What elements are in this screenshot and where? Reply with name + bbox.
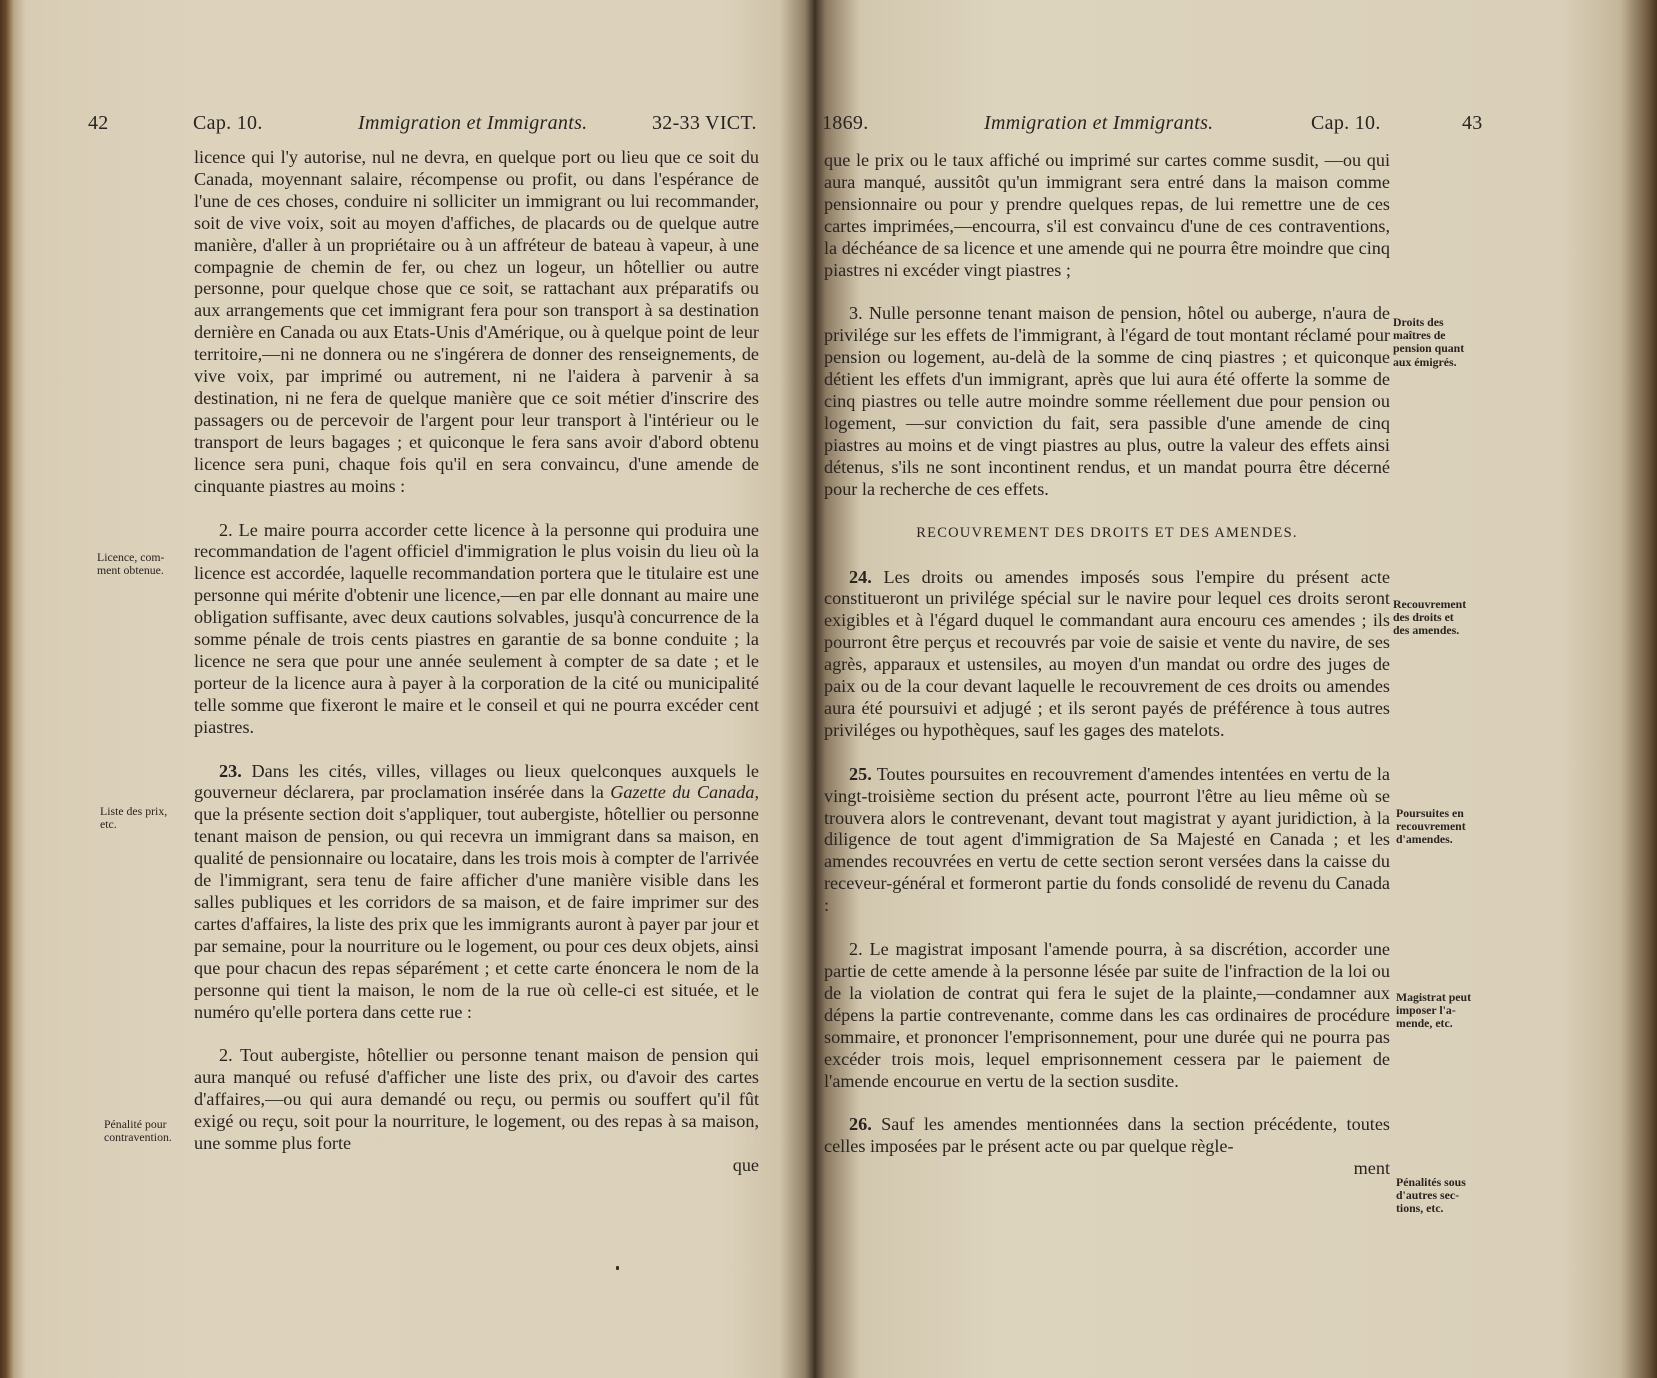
subsection-text: Tout aubergiste, hôtellier ou personne tenant maison de pension qui aura manqué ou refusé d'afficher une liste des prix, ou d'avoir des cartes d'affaires,—ou qui aura demandé ou reçu, ou permis ou souffert qu'il fût exigé ou reçu, soit pour la nourriture, le logement, ou des repas à sa maison, une somme plus forte xyxy=(194,1045,759,1154)
left-chapter-label: Cap. 10. xyxy=(193,112,263,134)
right-chapter-label: Cap. 10. xyxy=(1311,112,1381,134)
catchword-right: ment xyxy=(1353,1158,1390,1179)
subsection-text: Nulle personne tenant maison de pension, hôtel ou auberge, n'aura de privilége sur les effets de l'immigrant, à l'égard de tout montant réclamé pour pension ou logement, au-delà de la somme de cinq piastres ; et quiconque détient les effets d'un immigrant, après que lui aura été offerte la somme de cinq piastres ou telle autre moindre somme réellement due pour pension ou logement, —sur conviction du fait, sera passible d'une amende de cinq piastres au moins et de vingt piastres au plus, outre la valeur des effets ainsi détenus, s'ils ne sont incontinent rendus, et un mandat pourra être décerné pour la recherche de ces effets. xyxy=(824,303,1390,499)
left-regnal-year: 32-33 VICT. xyxy=(652,112,757,134)
margin-note-price-list: Liste des prix, etc. xyxy=(100,804,168,832)
margin-note-penalty: Pénalité pour contravention. xyxy=(104,1117,172,1145)
section-number: 23. xyxy=(219,760,242,781)
page-speck xyxy=(616,1266,619,1270)
paragraph-continued: que le prix ou le taux affiché ou imprimé sur cartes comme susdit, —ou qui aura manqué, aussitôt qu'un immigrant sera entré dans la maison comme pensionnaire ou pour y prendre quelques repas, de lui remettre une de ces cartes imprimées,—encourra, s'il est convaincu d'une de ces contraventions, la déchéance de sa licence et une amende qui ne pourra être moindre que cinq piastres ni excéder vingt piastres ; xyxy=(824,150,1390,280)
section-25 xyxy=(824,764,1390,917)
right-page-number: 43 xyxy=(1462,112,1483,134)
right-page-body xyxy=(824,150,1390,1180)
paragraph-23-2 xyxy=(194,1045,759,1155)
subsection-text: Le maire pourra accorder cette licence à la personne qui produira une recommandation de l'agent officiel d'immigration le plus voisin du lieu où la licence est accordée, laquelle recommandation portera que le titulaire est une personne qui mérite d'obtenir une licence,—en par elle donnant au maire une obligation suffisante, avec deux cautions solvables, jusqu'à concurrence de la somme pénale de trois cents piastres en garantie de sa bonne conduite ; la licence ne sera que pour une année seulement à compter de sa date ; et le porteur de la licence aura à payer à la corporation de la cité ou municipalité telle somme que fixeront le maire et le conseil et qui ne pourra excéder cent piastres. xyxy=(194,519,760,737)
left-running-title: Immigration et Immigrants. xyxy=(358,112,588,134)
section-24 xyxy=(824,567,1390,742)
section-26 xyxy=(824,1114,1390,1158)
margin-note-licence: Licence, com- ment obtenue. xyxy=(97,550,165,578)
section-text: Dans les cités, villes, villages ou lieux quelconques auxquels le gouverneur déclarera, par proclamation insérée dans la xyxy=(194,760,760,803)
paragraph-22-2 xyxy=(194,520,759,739)
gazette-title: Gazette du Canada, xyxy=(610,782,759,803)
subsection-number: 2. xyxy=(219,1045,233,1066)
margin-note-magistrate: Magistrat peut imposer l'a- mende, etc. xyxy=(1396,990,1472,1031)
left-page-number: 42 xyxy=(88,112,109,134)
subsection-text: Le magistrat imposant l'amende pourra, à sa discrétion, accorder une partie de cette amende à la personne lésée par suite de l'infraction de la loi ou de la violation de contrat qui fera le sujet de la plainte,—condamner aux dépens la partie contrevenante, comme dans les cas ordinaires de procédure sommaire, et prononcer l'emprisonnement, pour une durée qui ne pourra pas excéder trois mois, lequel emprisonnement cessera par le paiement de l'amende encourue en vertu de la section susdite. xyxy=(824,939,1390,1091)
right-page xyxy=(815,0,1657,1378)
margin-note-boarding-house: Droits des maîtres de pension quant aux émigrés. xyxy=(1393,315,1465,369)
paragraph-23-3 xyxy=(824,303,1390,500)
margin-note-other-penalties: Pénalités sous d'autres sec- tions, etc. xyxy=(1396,1175,1466,1216)
section-number: 24. xyxy=(849,566,872,587)
subsection-number: 3. xyxy=(849,303,863,324)
section-23 xyxy=(194,761,759,1024)
paragraph-licence-intro: licence qui l'y autorise, nul ne devra, en quelque port ou lieu que ce soit du Canada, moyennant salaire, récompense ou profit, ou dans l'espérance de l'une de ces choses, conduire ni solliciter un immigrant ou lui recommander, soit de vive voix, soit au moyen d'affiches, de placards ou de quelque autre manière, d'aller à un propriétaire ou à un affréteur de bateau à vapeur, à une compagnie de chemin de fer, ou chez un logeur, un hôtellier ou autre personne, pour quelque chose que ce soit, se rattachant aux préparatifs ou aux arrangements que cet immigrant fera pour son transport à sa destination dernière en Canada ou aux Etats-Unis d'Amérique, ou à quelque point de leur territoire,—ni ne donnera ou ne s'ingérera de donner des renseignements, de vive voix, par imprimé ou autrement, ni ne l'aidera à parvenir à sa destination, ni ne fera de quelque manière que ce soit métier d'inscrire des passagers ou de percevoir de l'argent pour leur transport à l'intérieur ou le transport de leurs bagages ; et quiconque le fera sans avoir d'abord obtenu licence sera puni, chaque fois qu'il en sera convaincu, d'une amende de cinquante piastres au moins : xyxy=(194,147,759,496)
subsection-number: 2. xyxy=(219,519,233,540)
section-text: Les droits ou amendes imposés sous l'empire du présent acte constitueront un privilége spécial sur le navire pour lequel ces droits seront exigibles et à l'égard duquel le commandant aura encouru ces amendes ; ils pourront être perçus et recouvrés par voie de saisie et vente du navire, de ses agrès, apparaux et ustensiles, au moyen d'un mandat ou ordre des juges de paix ou de la cour devant laquelle le recouvrement de ces droits ou amendes aura été poursuivi et adjugé ; et ils seront payés de préférence à tous autres priviléges ou hypothèques, sauf les gages des matelots. xyxy=(824,566,1390,740)
margin-note-recovery: Recouvrement des droits et des amendes. xyxy=(1393,597,1467,638)
left-page-body xyxy=(194,147,759,1177)
left-page xyxy=(0,0,815,1378)
paragraph-25-2 xyxy=(824,939,1390,1092)
subsection-number: 2. xyxy=(849,939,863,960)
margin-note-prosecution: Poursuites en recouvrement d'amendes. xyxy=(1396,806,1466,847)
section-text: Sauf les amendes mentionnées dans la section précédente, toutes celles imposées par le présent acte ou par quelque règle- xyxy=(824,1114,1390,1157)
section-text-cont: que la présente section doit s'appliquer, tout aubergiste, hôtellier ou personne tenant maison de pension, ou qui recevra un immigrant dans sa maison, en qualité de pensionnaire ou locataire, dans les trois mois à compter de l'arrivée de l'immigrant, sera tenu de faire afficher d'une manière visible dans les salles publiques et les corridors de sa maison, et de faire imprimer sur des cartes d'affaires, la liste des prix que les immigrants auront à payer par jour et par semaine, pour la nourriture ou le logement, ou pour ces deux objets, ainsi que pour chacun des repas séparément ; et cette carte énoncera le nom de la personne qui tient la maison, le nom de la rue où celle-ci est située, et le numéro qu'elle portera dans cette rue : xyxy=(194,804,759,1022)
catchword-left: que xyxy=(732,1154,759,1175)
section-number: 25. xyxy=(849,763,872,784)
right-running-title: Immigration et Immigrants. xyxy=(984,112,1214,134)
section-heading: RECOUVREMENT DES DROITS ET DES AMENDES. xyxy=(916,524,1298,541)
section-number: 26. xyxy=(849,1114,872,1135)
right-year: 1869. xyxy=(822,112,869,134)
section-text: Toutes poursuites en recouvrement d'amendes intentées en vertu de la vingt-troisième section du présent acte, pourront l'être au lieu même où se trouvera alors le contrevenant, devant tout magistrat y ayant juridiction, à la diligence de tout agent d'immigration de Sa Majesté en Canada ; et les amendes recouvrées en vertu de cette section seront versées dans la caisse du receveur-général et formeront partie du fonds consolidé de revenu du Canada : xyxy=(824,763,1390,916)
